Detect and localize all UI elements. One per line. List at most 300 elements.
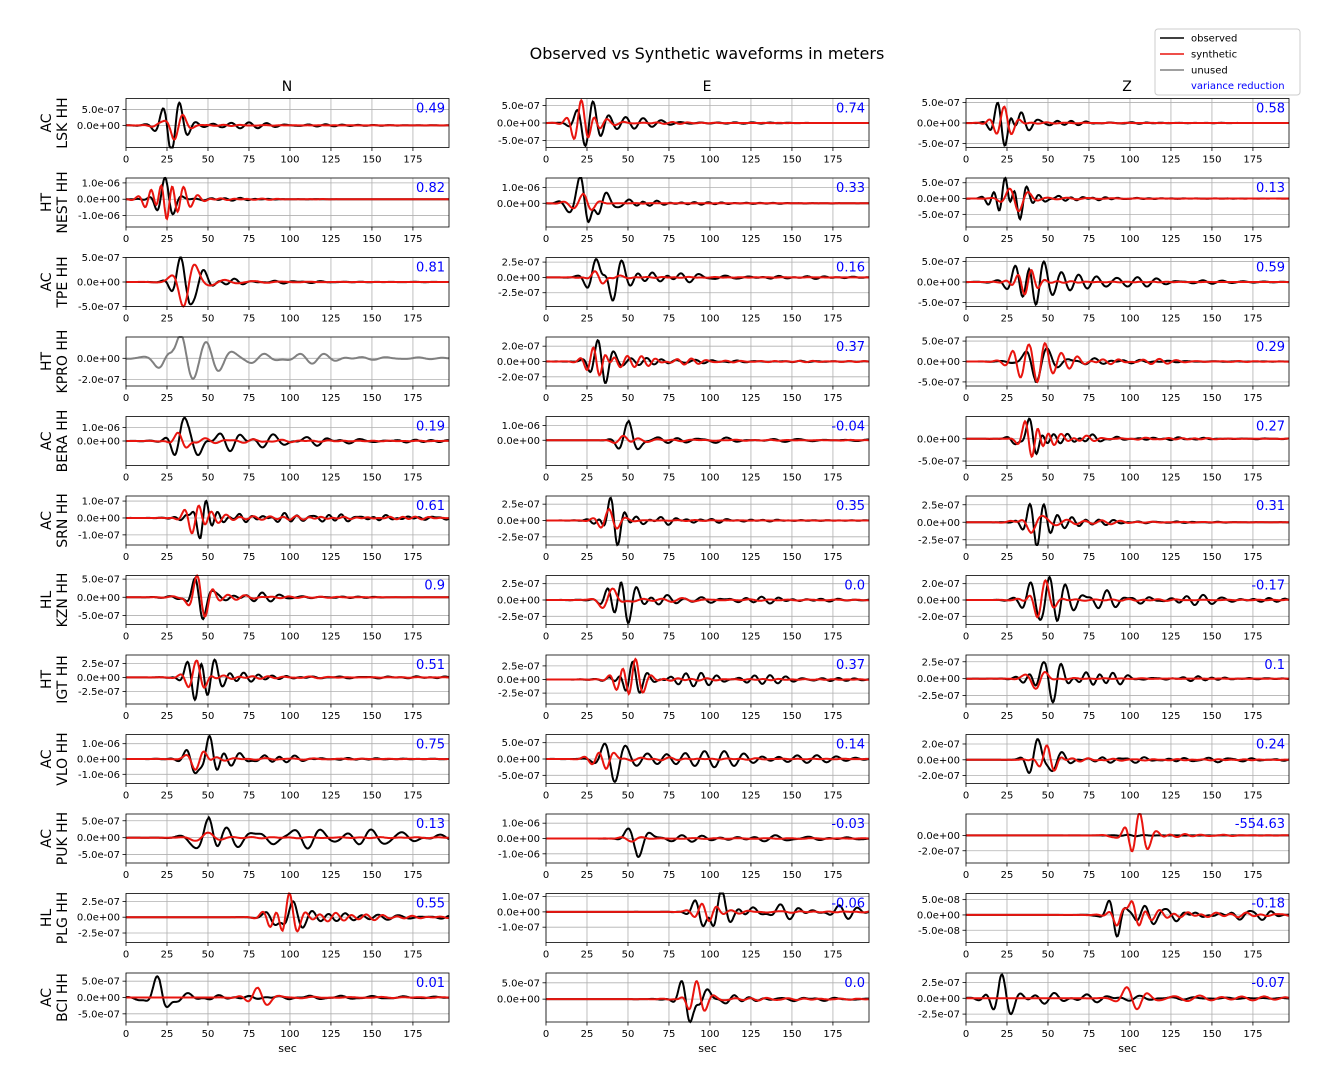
x-tick-label: 50: [621, 393, 635, 404]
y-tick-label: 1.0e-06: [501, 818, 540, 830]
x-tick-label: 125: [321, 552, 341, 563]
waveform-panel: [497, 178, 869, 245]
x-tick-label: 25: [160, 234, 174, 245]
x-tick-label: 0: [962, 313, 970, 325]
y-tick-label: 0.0e+00: [76, 194, 120, 206]
x-tick-label: 0: [122, 1029, 130, 1040]
x-tick-label: 25: [1000, 234, 1014, 245]
x-tick-label: 100: [280, 1029, 300, 1040]
x-tick-label: 100: [700, 790, 720, 802]
y-tick-label: 0.0e+00: [496, 994, 540, 1006]
y-tick-label: 0.0e+00: [496, 516, 540, 527]
station-label: [39, 171, 71, 233]
waveform-panel: [497, 417, 869, 484]
synthetic-trace: [546, 436, 869, 443]
x-tick-label: 25: [1000, 790, 1014, 802]
x-tick-label: 150: [362, 472, 382, 484]
x-tick-label: 175: [403, 472, 423, 484]
observed-trace: [546, 178, 869, 222]
station-network: HT: [39, 351, 55, 372]
variance-reduction-label: 0.16: [836, 260, 865, 276]
x-tick-label: 175: [1243, 790, 1263, 802]
x-tick-label: 50: [201, 711, 215, 722]
waveform-panel: [497, 814, 869, 881]
y-tick-label: -5.0e-07: [918, 138, 960, 150]
x-tick-label: 175: [1243, 631, 1263, 643]
x-tick-label: 150: [1202, 393, 1222, 404]
x-tick-label: 125: [1161, 790, 1181, 802]
station-network: AC: [39, 272, 55, 292]
x-tick-label: 100: [280, 313, 300, 325]
x-tick-label: 25: [160, 472, 174, 484]
y-tick-label: 0.0e+00: [916, 595, 960, 607]
x-tick-label: 150: [782, 393, 802, 404]
x-tick-label: 175: [823, 234, 843, 245]
x-tick-label: 50: [621, 790, 635, 802]
variance-reduction-label: 0.13: [1256, 181, 1285, 196]
x-tick-label: 150: [782, 472, 802, 484]
x-tick-label: 25: [1000, 393, 1014, 404]
variance-reduction-label: 0.24: [1256, 737, 1285, 753]
x-tick-label: 125: [321, 1029, 341, 1040]
x-tick-label: 50: [621, 313, 635, 325]
x-tick-label: 100: [700, 949, 720, 961]
variance-reduction-label: 0.37: [836, 658, 865, 673]
waveform-panel: [917, 655, 1289, 722]
x-tick-label: 125: [1161, 870, 1181, 881]
variance-reduction-label: 0.49: [416, 101, 445, 117]
station-code: LSK HH: [55, 97, 71, 149]
x-tick-label: 75: [242, 154, 256, 166]
x-tick-label: 175: [823, 552, 843, 563]
x-axis-label: sec: [1118, 1042, 1137, 1055]
x-tick-label: 100: [1120, 472, 1140, 484]
x-tick-label: 75: [1082, 313, 1096, 325]
y-tick-label: 0.0e+00: [496, 675, 540, 686]
y-tick-label: -5.0e-07: [78, 850, 120, 862]
y-tick-label: 0.0e+00: [916, 118, 960, 130]
x-tick-label: 25: [1000, 472, 1014, 484]
y-tick-label: 2.5e-07: [921, 500, 960, 512]
observed-trace: [546, 894, 869, 927]
y-tick-label: 0.0e+00: [76, 592, 120, 604]
x-tick-label: 75: [1082, 393, 1096, 404]
x-tick-label: 100: [280, 711, 300, 722]
synthetic-trace: [966, 901, 1289, 925]
x-tick-label: 0: [962, 949, 970, 961]
station-code: BERA HH: [55, 409, 71, 473]
x-tick-label: 125: [321, 234, 341, 245]
y-tick-label: 5.0e-07: [501, 978, 540, 990]
waveform-panel: [917, 417, 1289, 484]
x-tick-label: 0: [122, 790, 130, 802]
waveform-panel: [497, 99, 869, 166]
synthetic-trace: [546, 904, 869, 921]
y-tick-label: -5.0e-07: [78, 1009, 120, 1021]
x-tick-label: 150: [362, 234, 382, 245]
y-tick-label: 5.0e-07: [81, 105, 120, 117]
x-tick-label: 125: [1161, 631, 1181, 643]
variance-reduction-label: -0.18: [1251, 896, 1285, 912]
y-tick-label: 0.0e+00: [76, 513, 120, 525]
x-tick-label: 175: [823, 154, 843, 166]
x-tick-label: 50: [621, 154, 635, 166]
y-tick-label: 0.0e+00: [76, 754, 120, 766]
x-tick-label: 150: [782, 870, 802, 881]
waveform-panel: [77, 99, 449, 166]
variance-reduction-label: 0.37: [836, 340, 865, 355]
waveform-panel: [917, 894, 1289, 961]
variance-reduction-label: 0.51: [416, 658, 445, 673]
x-tick-label: 25: [160, 313, 174, 325]
x-tick-label: 100: [1120, 949, 1140, 961]
x-tick-label: 25: [160, 870, 174, 881]
x-tick-label: 50: [1041, 552, 1055, 563]
panel-frame: [126, 496, 449, 545]
x-tick-label: 150: [362, 870, 382, 881]
x-tick-label: 0: [962, 870, 970, 881]
waveform-panel: [77, 814, 449, 881]
x-tick-label: 125: [321, 790, 341, 802]
y-tick-label: 0.0e+00: [916, 277, 960, 289]
x-tick-label: 150: [362, 631, 382, 643]
y-tick-label: -5.0e-08: [918, 925, 960, 937]
x-tick-label: 100: [1120, 393, 1140, 404]
x-tick-label: 0: [962, 711, 970, 722]
y-tick-label: 2.5e-07: [501, 579, 540, 591]
x-tick-label: 75: [662, 234, 676, 245]
station-code: SRN HH: [55, 493, 71, 548]
x-tick-label: 75: [662, 711, 676, 722]
x-tick-label: 75: [662, 790, 676, 802]
x-tick-label: 25: [580, 472, 594, 484]
station-code: TPE HH: [55, 256, 71, 308]
x-tick-label: 100: [700, 711, 720, 722]
x-tick-label: 150: [782, 1029, 802, 1040]
y-tick-label: -2.5e-07: [918, 1009, 960, 1021]
y-tick-label: -5.0e-07: [918, 377, 960, 389]
y-tick-label: -2.0e-07: [918, 771, 960, 783]
x-tick-label: 50: [1041, 234, 1055, 245]
x-tick-label: 100: [700, 472, 720, 484]
x-tick-label: 75: [662, 870, 676, 881]
x-tick-label: 125: [1161, 949, 1181, 961]
x-tick-label: 100: [280, 393, 300, 404]
x-tick-label: 100: [280, 949, 300, 961]
station-label: [39, 892, 71, 945]
station-label: [39, 97, 71, 148]
variance-reduction-label: -0.17: [1251, 578, 1285, 594]
x-tick-label: 150: [362, 552, 382, 563]
x-tick-label: 25: [580, 790, 594, 802]
y-tick-label: 5.0e-07: [501, 738, 540, 750]
x-tick-label: 0: [962, 472, 970, 484]
x-tick-label: 50: [1041, 154, 1055, 166]
synthetic-trace: [126, 433, 449, 448]
observed-trace: [126, 660, 449, 700]
x-tick-label: 100: [1120, 313, 1140, 325]
x-tick-label: 150: [1202, 234, 1222, 245]
x-tick-label: 0: [122, 472, 130, 484]
y-tick-label: -5.0e-07: [918, 209, 960, 221]
x-tick-label: 75: [1082, 472, 1096, 484]
observed-trace: [546, 981, 869, 1022]
variance-reduction-label: 0.61: [416, 499, 445, 514]
x-tick-label: 100: [1120, 1029, 1140, 1040]
x-tick-label: 50: [1041, 790, 1055, 802]
column-headers: [282, 79, 1132, 95]
x-tick-label: 0: [122, 393, 130, 404]
waveform-panel: [497, 258, 869, 325]
x-tick-label: 75: [242, 1029, 256, 1040]
x-tick-label: 75: [242, 313, 256, 325]
x-tick-label: 100: [280, 870, 300, 881]
x-tick-label: 100: [1120, 711, 1140, 722]
y-tick-label: 0.0e+00: [916, 357, 960, 368]
x-tick-label: 100: [1120, 870, 1140, 881]
x-tick-label: 100: [280, 631, 300, 643]
x-tick-label: 150: [1202, 472, 1222, 484]
x-tick-label: 75: [662, 472, 676, 484]
x-tick-label: 125: [321, 472, 341, 484]
observed-trace: [966, 975, 1289, 1015]
y-tick-label: 0.0e+00: [496, 435, 540, 447]
station-network: AC: [39, 510, 55, 531]
y-tick-label: 1.0e-06: [501, 420, 540, 432]
waveform-panel: [77, 894, 449, 961]
x-tick-label: 0: [122, 631, 130, 643]
x-tick-label: 0: [962, 631, 970, 643]
x-tick-label: 75: [242, 870, 256, 881]
x-tick-label: 0: [542, 313, 550, 325]
observed-trace: [546, 259, 869, 300]
station-label: [39, 812, 71, 865]
waveform-panel: [497, 496, 869, 563]
station-network: AC: [39, 987, 55, 1008]
y-tick-label: 5.0e-07: [81, 976, 120, 988]
waveform-panel: [77, 973, 449, 1055]
observed-trace: [546, 583, 869, 623]
y-tick-label: 2.0e-07: [501, 341, 540, 353]
x-tick-label: 150: [782, 790, 802, 802]
x-tick-label: 100: [700, 234, 720, 245]
y-tick-label: -1.0e-06: [78, 211, 120, 223]
x-tick-label: 125: [1161, 552, 1181, 563]
station-network: AC: [39, 113, 55, 133]
station-code: IGT HH: [55, 655, 71, 704]
station-code: KZN HH: [55, 572, 71, 628]
station-label: [39, 973, 71, 1022]
x-tick-label: 175: [1243, 711, 1263, 722]
x-tick-label: 50: [201, 393, 215, 404]
x-tick-label: 0: [542, 790, 550, 802]
x-tick-label: 125: [1161, 472, 1181, 484]
x-tick-label: 75: [1082, 154, 1096, 166]
observed-trace: [546, 829, 869, 857]
y-tick-label: 0.0e+00: [76, 353, 120, 365]
observed-trace: [966, 504, 1289, 545]
x-tick-label: 100: [1120, 552, 1140, 563]
x-tick-label: 0: [122, 949, 130, 961]
x-tick-label: 100: [700, 552, 720, 563]
x-tick-label: 0: [542, 552, 550, 563]
y-tick-label: 0.0e+00: [496, 118, 540, 130]
y-tick-label: 2.5e-07: [921, 977, 960, 989]
x-axis-label: sec: [278, 1042, 297, 1055]
x-tick-label: 75: [242, 472, 256, 484]
x-tick-label: 175: [1243, 154, 1263, 166]
unused-trace: [126, 337, 449, 379]
y-tick-label: 5.0e-08: [921, 895, 960, 907]
waveform-panel: [77, 337, 449, 404]
x-tick-label: 150: [782, 313, 802, 325]
y-tick-label: -2.0e-07: [78, 375, 120, 387]
x-tick-label: 25: [1000, 631, 1014, 643]
x-tick-label: 150: [362, 154, 382, 166]
x-tick-label: 0: [542, 870, 550, 881]
station-label: [39, 573, 71, 628]
x-tick-label: 175: [403, 711, 423, 722]
x-tick-label: 150: [782, 949, 802, 961]
y-tick-label: 0.0e+00: [916, 434, 960, 446]
x-tick-label: 75: [1082, 234, 1096, 245]
x-tick-label: 125: [321, 711, 341, 722]
x-tick-label: 25: [580, 313, 594, 325]
y-tick-label: -2.0e-07: [918, 611, 960, 623]
waveform-panel: [497, 576, 869, 643]
x-tick-label: 175: [823, 790, 843, 802]
variance-reduction-label: 0.01: [416, 976, 445, 991]
x-tick-label: 25: [580, 870, 594, 881]
x-tick-label: 0: [122, 234, 130, 245]
variance-reduction-label: 0.74: [836, 101, 865, 117]
variance-reduction-label: -0.03: [831, 817, 865, 832]
synthetic-trace: [966, 270, 1289, 294]
y-tick-label: -1.0e-06: [498, 849, 540, 861]
x-tick-label: 125: [741, 154, 761, 166]
synthetic-trace: [966, 107, 1289, 134]
y-tick-label: 5.0e-07: [81, 253, 120, 264]
x-tick-label: 50: [201, 552, 215, 563]
variance-reduction-label: 0.9: [424, 578, 445, 594]
synthetic-trace: [126, 661, 449, 688]
station-label: [39, 655, 71, 704]
waveform-panel: [917, 257, 1289, 324]
x-tick-label: 100: [700, 393, 720, 404]
x-tick-label: 150: [1202, 313, 1222, 325]
x-tick-label: 175: [403, 313, 423, 325]
station-code: PUK HH: [55, 811, 71, 866]
y-tick-label: 0.0e+00: [76, 833, 120, 845]
variance-reduction-label: -0.06: [831, 896, 865, 912]
x-tick-label: 125: [741, 472, 761, 484]
station-network: HT: [39, 669, 55, 690]
x-tick-label: 0: [542, 234, 550, 245]
x-tick-label: 175: [1243, 949, 1263, 961]
x-tick-label: 75: [1082, 949, 1096, 961]
variance-reduction-label: 0.27: [1256, 419, 1285, 435]
x-tick-label: 175: [403, 790, 423, 802]
x-tick-label: 150: [782, 234, 802, 245]
x-tick-label: 25: [160, 1029, 174, 1040]
panel-frame: [966, 894, 1289, 943]
observed-trace: [966, 103, 1289, 146]
x-tick-label: 150: [1202, 631, 1222, 643]
x-tick-label: 0: [962, 393, 970, 404]
x-tick-label: 125: [741, 552, 761, 563]
y-tick-label: 0.0e+00: [916, 910, 960, 922]
y-tick-label: 0.0e+00: [496, 595, 540, 607]
x-tick-label: 25: [160, 393, 174, 404]
column-header-e: E: [702, 79, 712, 95]
legend-vr-label: variance reduction: [1191, 81, 1285, 92]
x-tick-label: 125: [321, 870, 341, 881]
x-tick-label: 50: [1041, 393, 1055, 404]
x-tick-label: 25: [160, 552, 174, 563]
variance-reduction-label: -0.07: [1251, 976, 1285, 991]
x-tick-label: 0: [542, 711, 550, 722]
x-tick-label: 75: [1082, 870, 1096, 881]
x-tick-label: 100: [1120, 154, 1140, 166]
station-network: AC: [39, 749, 55, 769]
y-tick-label: -2.0e-07: [498, 372, 540, 384]
x-tick-label: 150: [362, 1029, 382, 1040]
x-tick-label: 25: [1000, 870, 1014, 881]
station-code: PLG HH: [55, 891, 71, 945]
x-tick-label: 175: [403, 949, 423, 961]
variance-reduction-label: 0.29: [1256, 340, 1285, 355]
x-tick-label: 50: [621, 949, 635, 961]
x-tick-label: 0: [962, 790, 970, 802]
y-tick-label: 2.0e-07: [921, 579, 960, 591]
x-tick-label: 0: [542, 949, 550, 961]
waveform-panel: [77, 253, 449, 325]
y-tick-label: 2.5e-07: [501, 661, 540, 673]
x-tick-label: 0: [542, 154, 550, 166]
x-tick-label: 175: [823, 870, 843, 881]
x-tick-label: 50: [1041, 313, 1055, 325]
x-tick-label: 25: [580, 234, 594, 245]
x-tick-label: 25: [580, 711, 594, 722]
x-tick-label: 50: [621, 870, 635, 881]
legend-synthetic-label: synthetic: [1191, 49, 1238, 61]
x-tick-label: 150: [1202, 552, 1222, 563]
x-tick-label: 125: [1161, 154, 1181, 166]
x-tick-label: 175: [1243, 1029, 1263, 1040]
x-tick-label: 125: [321, 154, 341, 166]
x-tick-label: 50: [621, 472, 635, 484]
x-tick-label: 175: [823, 631, 843, 643]
y-tick-label: 5.0e-07: [921, 178, 960, 190]
column-header-z: Z: [1122, 79, 1132, 95]
variance-reduction-label: 0.35: [836, 499, 865, 514]
y-tick-label: -2.5e-07: [498, 611, 540, 623]
x-tick-label: 150: [782, 631, 802, 643]
variance-reduction-label: 0.59: [1256, 260, 1285, 276]
y-tick-label: 0.0e+00: [76, 277, 120, 289]
observed-trace: [126, 578, 449, 619]
x-tick-label: 125: [321, 631, 341, 643]
legend: [1155, 29, 1300, 95]
x-tick-label: 50: [1041, 711, 1055, 722]
x-tick-label: 0: [962, 154, 970, 166]
waveform-panel: [917, 98, 1289, 165]
x-tick-label: 0: [122, 154, 130, 166]
x-tick-label: 50: [201, 1029, 215, 1040]
x-tick-label: 125: [741, 393, 761, 404]
waveform-panel: [917, 178, 1289, 245]
x-tick-label: 0: [542, 631, 550, 643]
